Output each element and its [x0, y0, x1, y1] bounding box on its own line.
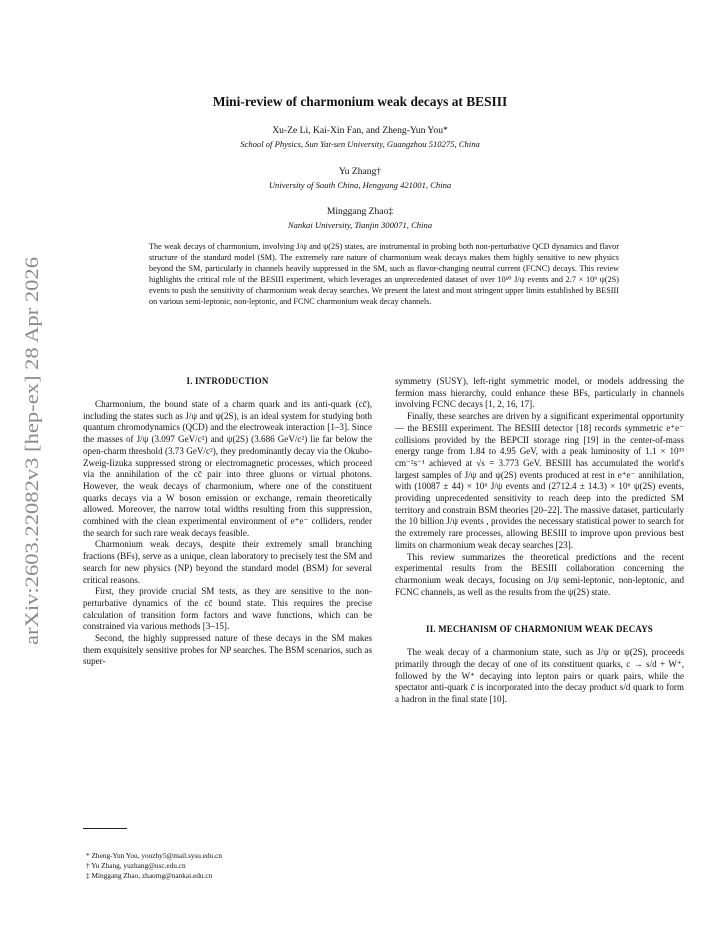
arxiv-stamp-svg — [8, 250, 48, 650]
footnote-rule — [83, 828, 127, 829]
paragraph: Charmonium, the bound state of a charm quark and its anti-quark (cc̄), including the states such as J/ψ and ψ(2S), is an ideal system for studying both quantum chromodynamics (QCD) and the electroweak interaction [1–3]. Since the masses of J/ψ (3.097 GeV/c²) and ψ(2S) (3.686 GeV/c²) lie far below the open-charm threshold (3.73 GeV/c²), they predominantly decay via the Okubo-Zweig-Iizuka suppressed strong or electromagnetic processes, which proceed via the annihilation of the cc̄ pair into three gluons or virtual photons. However, the weak decays of charmonium, where one of the constituent quarks decays via a W boson emission or exchange, remain theoretically allowed. Moreover, the narrow total widths resulting from this suppression, combined with the clean experimental environment of e⁺e⁻ colliders, render the search for such rare weak decays feasible. — [83, 399, 372, 538]
footnote-2: † Yu Zhang, yuzhang@usc.edu.cn — [86, 861, 186, 870]
paragraph: Finally, these searches are driven by a significant experimental opportunity — the BESIII experiment. The BESIII detector [18] records symmetric e⁺e⁻ collisions provided by the BEPCII storage ring [19] in the center-of-mass energy range from 1.84 to 4.95 GeV, with a peak luminosity of 1.1 × 10³³ cm⁻²s⁻¹ achieved at √s = 3.773 GeV. BESIII has accumulated the world's largest samples of J/ψ and ψ(2S) events produced at rest in e⁺e⁻ annihilation, with (10087 ± 44) × 10⁶ J/ψ events and (2712.4 ± 14.3) × 10⁶ ψ(2S) events, providing unprecedented sensitivity to reach deep into the predicted SM territory and constrain BSM theories [20–22]. The massive dataset, particularly the 10 billion J/ψ events , provides the necessary statistical power to search for the extremely rare processes, allowing BESIII to improve upon previous best limits on charmonium weak decay searches [23]. — [395, 411, 684, 550]
paragraph: symmetry (SUSY), left-right symmetric model, or models addressing the fermion mass hierarchy, could enhance these BFs, particularly in channels involving FCNC decays [1, 2, 16, 17]. — [395, 376, 684, 410]
footnote-3: ‡ Minggang Zhao, zhaomg@nankai.edu.cn — [86, 871, 213, 880]
section-spacer — [395, 598, 684, 624]
left-column — [83, 376, 372, 668]
abstract: The weak decays of charmonium, involving J/ψ and ψ(2S) states, are instrumental in probing both non-perturbative QCD dynamics and flavor structure of the standard model (SM). The extremely rare nature of charmonium weak decays makes them highly sensitive to new physics beyond the SM, particularly in channels heavily suppressed in the SM, such as flavor-changing neutral current (FCNC) decays. This review highlights the critical role of the BESIII experiment, which leverages an unprecedented dataset of over 10¹⁰ J/ψ events and 2.7 × 10⁹ ψ(2S) events to push the sensitivity of charmonium weak decay searches. We present the latest and most stringent upper limits established by BESIII on various semi-leptonic, non-leptonic, and FCNC charmonium weak decay channels. — [149, 242, 619, 306]
arxiv-id: arXiv:2603.22082v3 [hep-ex] 28 Apr 2026 — [22, 318, 43, 645]
paragraph: Second, the highly suppressed nature of these decays in the SM makes them exquisitely sensitive probes for NP searches. The BSM scenarios, such as super- — [83, 633, 372, 667]
authors-group-3: Minggang Zhao‡ — [326, 206, 394, 217]
affiliation-1: School of Physics, Sun Yat-sen University, Guangzhou 510275, China — [240, 139, 480, 149]
authors-group-2: Yu Zhang† — [338, 166, 382, 177]
paragraph: The weak decay of a charmonium state, such as J/ψ or ψ(2S), proceeds primarily through the decay of one of its constituent quarks, c → s/d + W⁺, followed by the W⁺ decaying into lepton pairs or quark pairs, while the spectator anti-quark c̄ is incorporated into the decay product s/d quark to form a hadron in the final state [10]. — [395, 647, 684, 705]
section-heading-mechanism: II. MECHANISM OF CHARMONIUM WEAK DECAYS — [426, 624, 653, 635]
paper-title: Mini-review of charmonium weak decays at BESIII — [212, 94, 508, 109]
arxiv-sidebar-stamp — [8, 250, 48, 650]
section-heading-introduction: I. INTRODUCTION — [186, 376, 269, 386]
paragraph: First, they provide crucial SM tests, as they are sensitive to the non-perturbative dynamics of the cc̄ bound state. This requires the precise calculation of transition form factors and wave functions, which can be constrained via various methods [3–15]. — [83, 586, 372, 632]
affiliation-2: University of South China, Hengyang 421001, China — [268, 180, 452, 190]
paragraph: This review summarizes the theoretical predictions and the recent experimental results from the BESIII collaboration concerning the charmonium weak decays, focusing on J/ψ semi-leptonic, non-leptonic, and FCNC channels, as well as the results from the ψ(2S) state. — [395, 551, 684, 597]
authors-group-1: Xu-Ze Li, Kai-Xin Fan, and Zheng-Yun You* — [272, 125, 448, 136]
footnote-1: * Zheng-Yun You, youzhy5@mail.sysu.edu.cn — [86, 851, 223, 860]
affiliation-3: Nankai University, Tianjin 300071, China — [287, 220, 433, 230]
right-column — [395, 376, 684, 706]
paragraph: Charmonium weak decays, despite their extremely small branching fractions (BFs), serve as a unique, clean laboratory to precisely test the SM and search for new physics (NP) beyond the standard model (BSM) for several critical reasons. — [83, 539, 372, 585]
